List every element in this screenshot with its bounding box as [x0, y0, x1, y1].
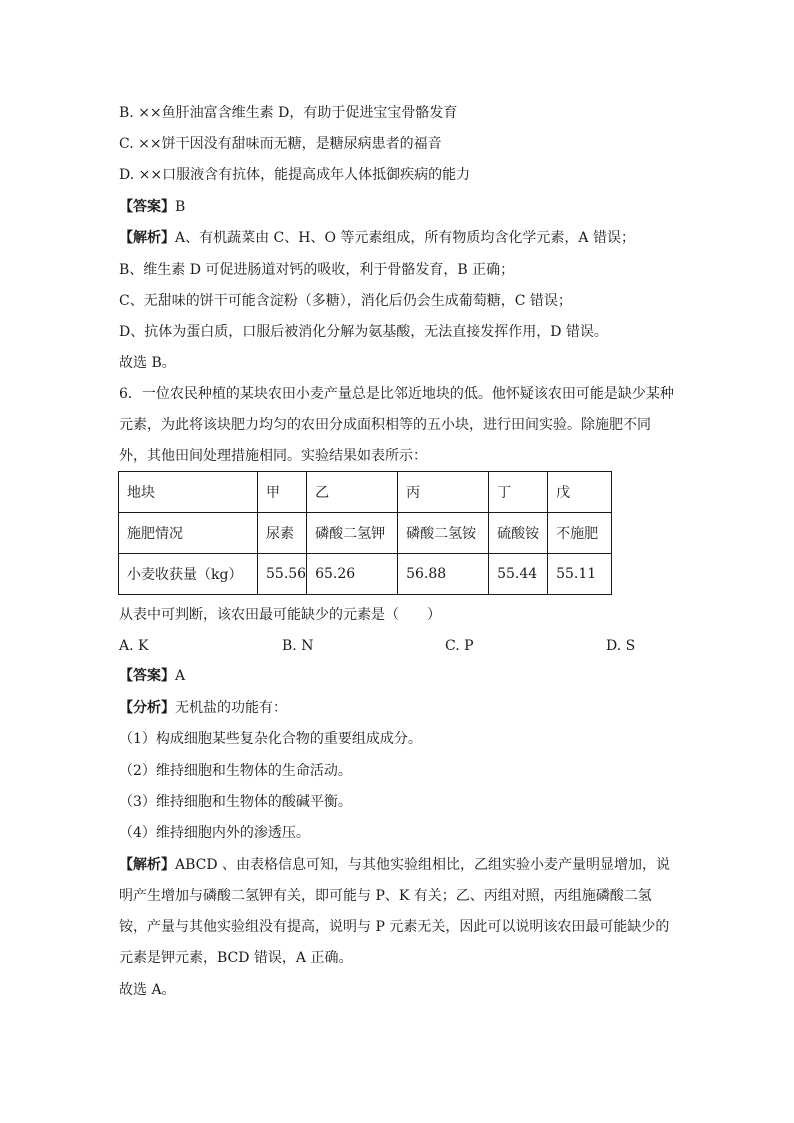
table-cell: 丁 [489, 472, 548, 513]
q6-analysis-line-2: 明产生增加与磷酸二氢钾有关，即可能与 P、K 有关；乙、丙组对照，丙组施磷酸二氢 [119, 888, 652, 904]
table-cell: 地块 [119, 472, 258, 513]
analysis-text: A、有机蔬菜由 C、H、O 等元素组成，所有物质均含化学元素，A 错误； [175, 230, 635, 246]
knowledge-label: 【分析】 [119, 700, 175, 716]
q6-knowledge-item: （1）构成细胞某些复杂化合物的重要组成成分。 [119, 731, 422, 747]
answer-label: 【答案】 [119, 199, 175, 215]
answer-value: B [175, 199, 186, 215]
table-cell: 硫酸铵 [489, 513, 548, 554]
q6-analysis-line-1 [119, 855, 670, 875]
q6-knowledge-item: （2）维持细胞和生物体的生命活动。 [119, 763, 352, 779]
q5-option-d: D. ××口服液含有抗体，能提高成年人体抵御疾病的能力 [119, 167, 471, 183]
table-cell: 小麦收获量（kg） [119, 554, 258, 595]
q6-analysis-line-4: 元素是钾元素，BCD 错误，A 正确。 [119, 950, 353, 966]
table-row [119, 554, 612, 595]
q6-knowledge-intro [119, 698, 287, 718]
q6-option-d: D. S [606, 638, 636, 654]
table-cell: 施肥情况 [119, 513, 258, 554]
table-cell: 乙 [307, 472, 398, 513]
table-cell: 磷酸二氢铵 [398, 513, 489, 554]
table-cell: 65.26 [307, 554, 398, 595]
q6-stem-line-1: 6．一位农民种植的某块农田小麦产量总是比邻近地块的低。他怀疑该农田可能是缺少某种 [119, 386, 674, 402]
q5-option-c: C. ××饼干因没有甜味而无糖，是糖尿病患者的福音 [119, 136, 442, 152]
q6-stem-line-2: 元素，为此将该块肥力均匀的农田分成面积相等的五小块，进行田间实验。除施肥不同 [119, 417, 651, 433]
q6-question: 从表中可判断，该农田最可能缺少的元素是（ ） [119, 607, 441, 623]
yield-table [118, 471, 612, 595]
knowledge-text: 无机盐的功能有： [175, 700, 287, 716]
q6-analysis-line-3: 铵，产量与其他实验组没有提高，说明与 P 元素无关，因此可以说明该农田最可能缺少的 [119, 919, 670, 935]
q6-answer [119, 666, 185, 686]
answer-label: 【答案】 [119, 668, 175, 684]
table-cell: 尿素 [258, 513, 307, 554]
q5-analysis-line-1 [119, 228, 635, 248]
table-cell: 磷酸二氢钾 [307, 513, 398, 554]
q6-stem-line-3: 外，其他田间处理措施相同。实验结果如表所示： [119, 448, 427, 464]
answer-value: A [175, 668, 186, 684]
q5-option-b: B. ××鱼肝油富含维生素 D，有助于促进宝宝骨骼发育 [119, 105, 458, 121]
table-row [119, 513, 612, 554]
q5-answer [119, 197, 185, 217]
q6-option-a: A. K [119, 638, 149, 654]
q6-knowledge-item: （3）维持细胞和生物体的酸碱平衡。 [119, 794, 352, 810]
q6-option-c: C. P [445, 638, 474, 654]
q6-knowledge-item: （4）维持细胞内外的渗透压。 [119, 825, 310, 841]
table-cell: 甲 [258, 472, 307, 513]
table-cell: 戊 [548, 472, 612, 513]
table-cell: 55.44 [489, 554, 548, 595]
q5-analysis-line-2: B、维生素 D 可促进肠道对钙的吸收，利于骨骼发育，B 正确； [119, 262, 515, 278]
analysis-text: ABCD 、由表格信息可知，与其他实验组相比，乙组实验小麦产量明显增加，说 [175, 857, 671, 873]
table-cell: 56.88 [398, 554, 489, 595]
table-row [119, 472, 612, 513]
table-cell: 不施肥 [548, 513, 612, 554]
q5-analysis-line-4: D、抗体为蛋白质，口服后被消化分解为氨基酸，无法直接发挥作用，D 错误。 [119, 324, 608, 340]
q6-conclusion: 故选 A。 [119, 982, 176, 998]
analysis-label: 【解析】 [119, 230, 175, 246]
table-cell: 55.56 [258, 554, 307, 595]
analysis-label: 【解析】 [119, 857, 175, 873]
q6-option-b: B. N [282, 638, 314, 654]
q5-analysis-line-3: C、无甜味的饼干可能含淀粉（多糖），消化后仍会生成葡萄糖，C 错误； [119, 293, 572, 309]
table-cell: 丙 [398, 472, 489, 513]
table-cell: 55.11 [548, 554, 612, 595]
q5-conclusion: 故选 B。 [119, 355, 176, 371]
